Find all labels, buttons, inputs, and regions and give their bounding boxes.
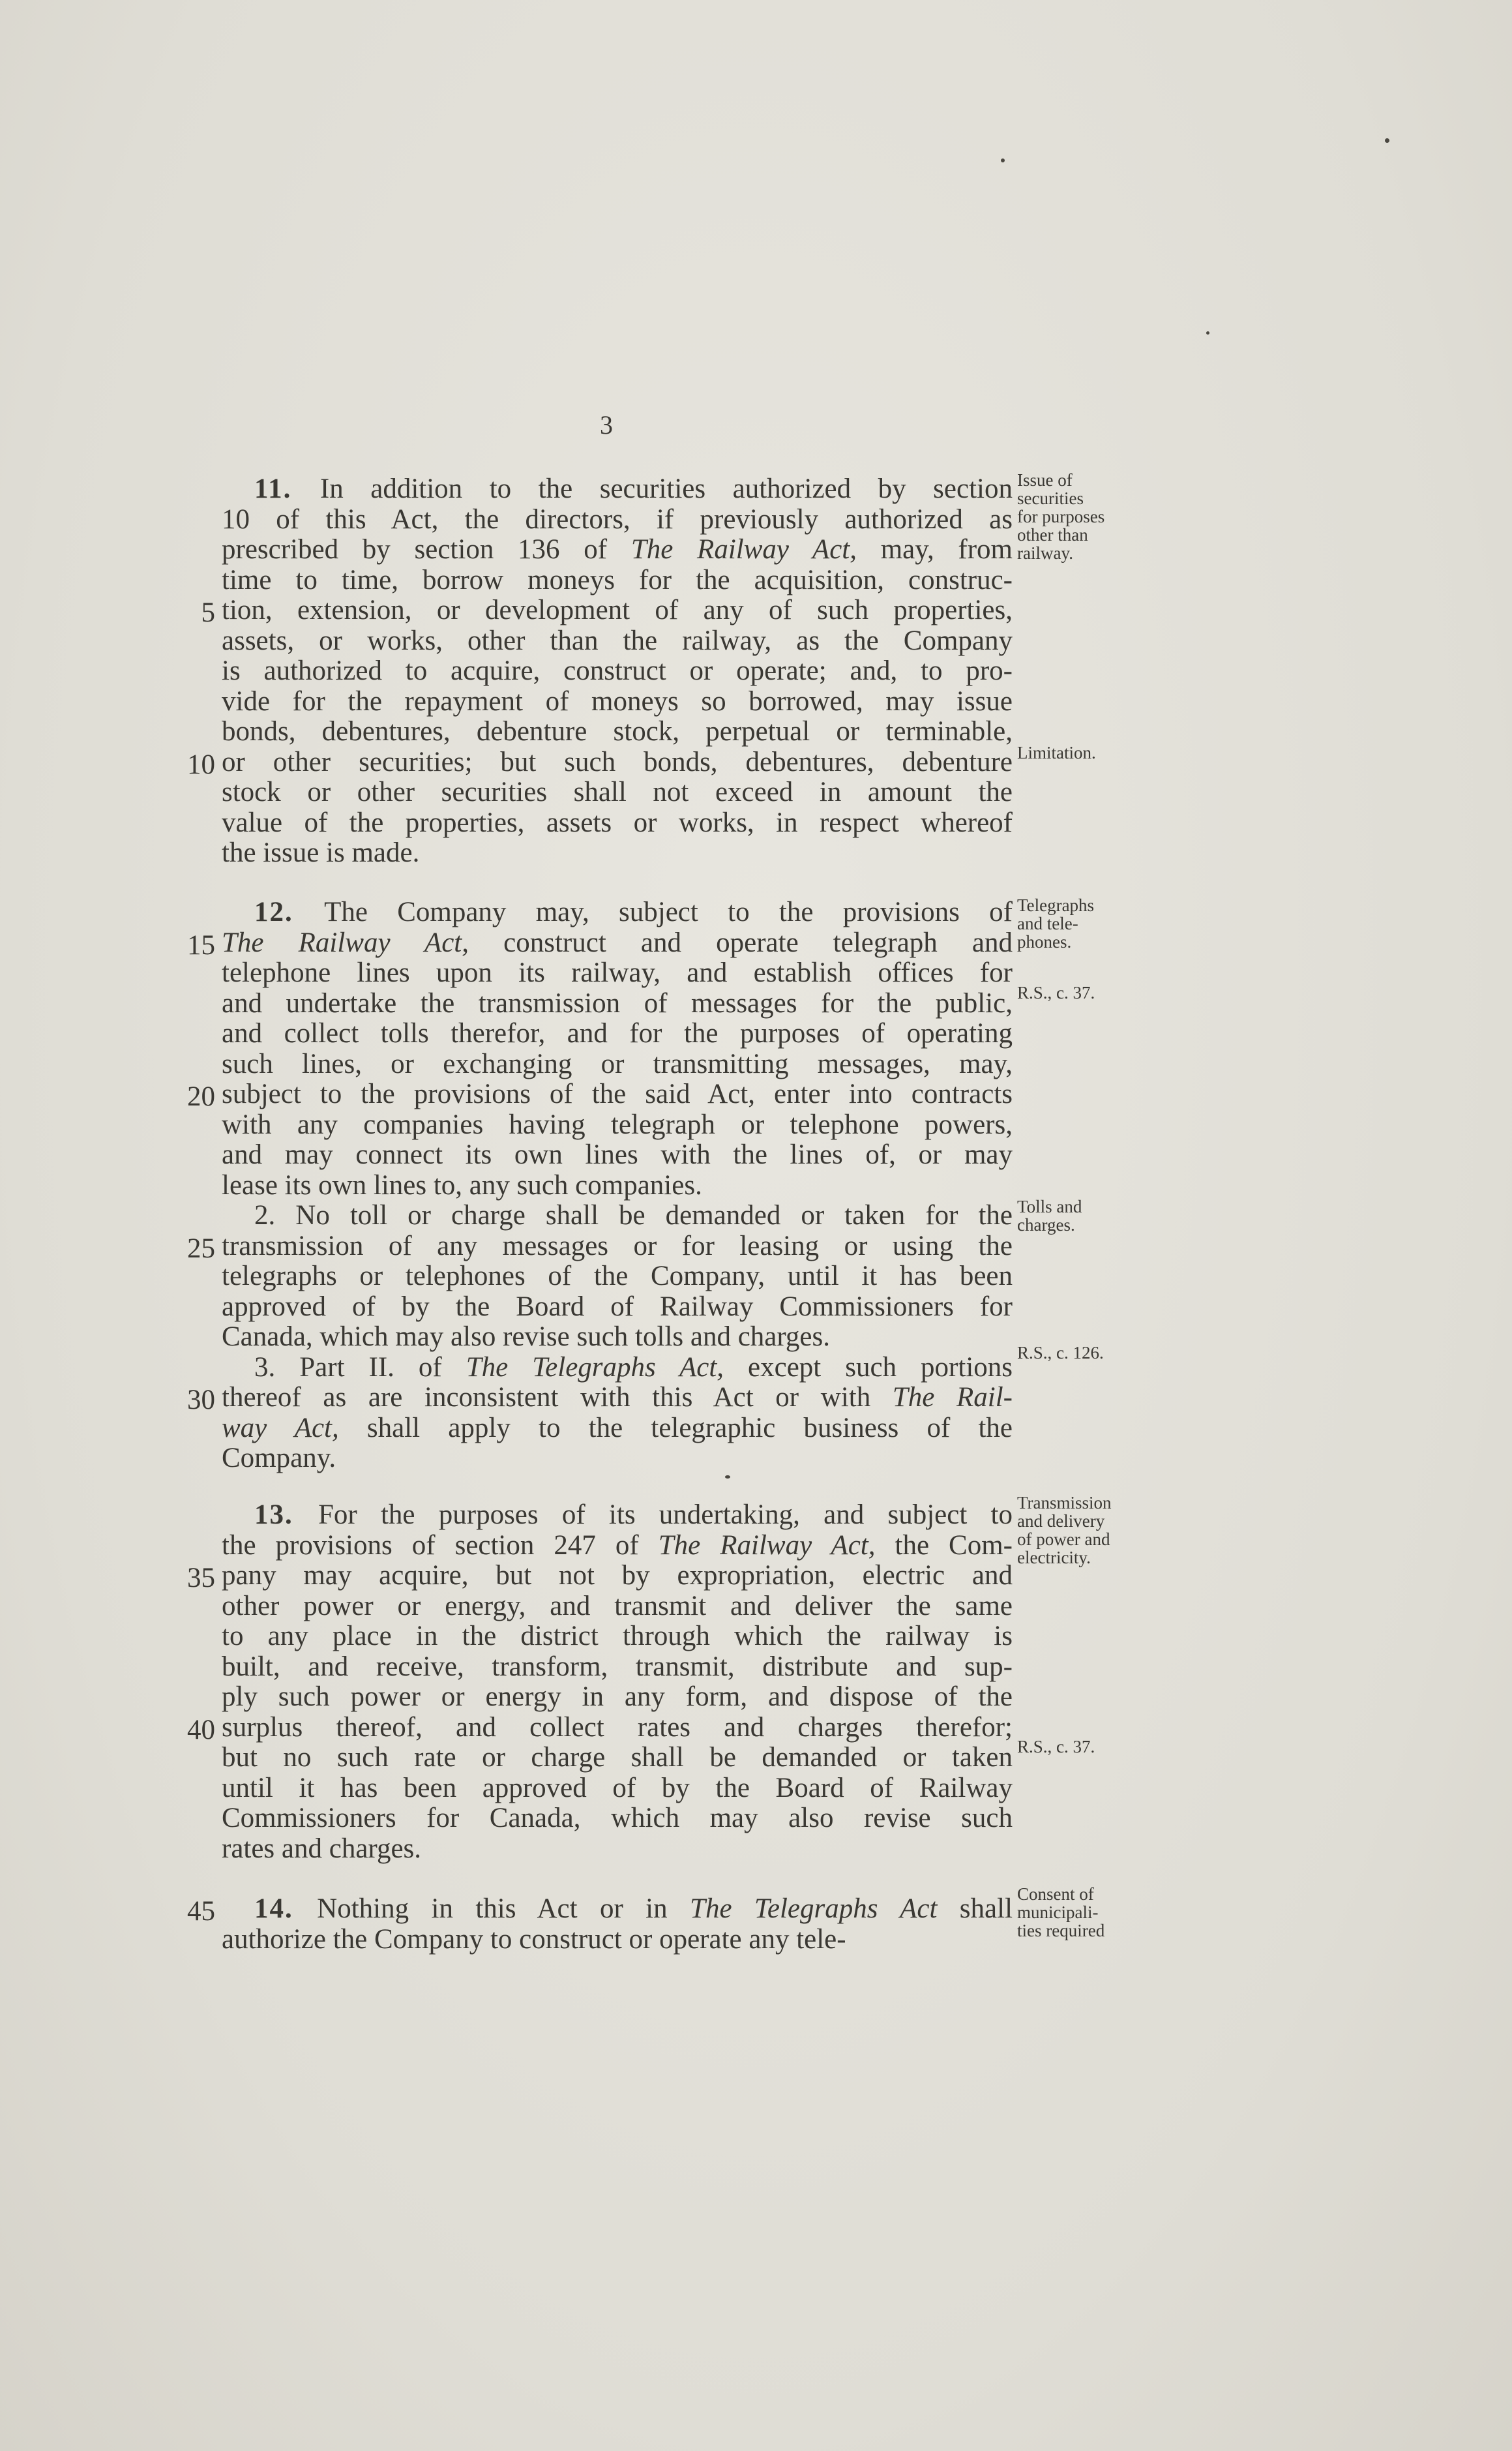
margin-note-line: Issue of	[1017, 470, 1073, 490]
margin-note-line: Consent of	[1017, 1884, 1094, 1904]
text-line	[222, 989, 1013, 1019]
text-line	[222, 928, 1013, 958]
act-title: The Railway Act,	[630, 534, 857, 565]
margin-note-issue	[1017, 471, 1104, 562]
margin-note-line: R.S., c. 126.	[1017, 1343, 1104, 1362]
text-segment: subject to the provisions of the said Act, enter into contracts	[222, 1079, 1013, 1109]
text-line	[222, 1591, 1013, 1621]
text-segment: such lines, or exchanging or transmitting messages, may,	[222, 1048, 1013, 1079]
text-segment: shall	[937, 1893, 1013, 1924]
text-line	[254, 897, 1013, 927]
text-segment: telegraphs or telephones of the Company, until it has been	[222, 1261, 1013, 1291]
act-title: The Telegraphs Act,	[466, 1351, 724, 1383]
text-line	[222, 535, 1013, 565]
text-segment: or other securities; but such bonds, debentures, debenture	[222, 746, 1013, 777]
paper-speck	[1385, 138, 1389, 143]
text-line	[222, 1834, 1013, 1864]
text-line	[254, 1201, 1013, 1231]
margin-note-line: charges.	[1017, 1215, 1075, 1235]
text-segment: to any place in the district through which the railway is	[222, 1621, 1013, 1651]
act-title: way Act,	[222, 1412, 339, 1443]
text-line	[222, 1561, 1013, 1591]
line-number: 25	[187, 1233, 215, 1264]
text-segment: stock or other securities shall not exceed in amount the	[222, 777, 1013, 807]
text-line	[222, 1231, 1013, 1261]
margin-note-line: Telegraphs	[1017, 895, 1095, 915]
text-segment: thereof as are inconsistent with this Act or with	[222, 1382, 893, 1413]
text-line	[222, 1140, 1013, 1170]
text-segment: ply such power or energy in any form, and dispose of the	[222, 1681, 1013, 1712]
margin-note-line: Transmission	[1017, 1493, 1112, 1512]
text-line	[222, 1652, 1013, 1682]
text-segment: value of the properties, assets or works, in respect whereof	[222, 807, 1013, 838]
line-number: 15	[187, 929, 215, 961]
text-line	[222, 777, 1013, 807]
margin-note-consent	[1017, 1885, 1104, 1940]
text-segment: and may connect its own lines with the lines of, or may	[222, 1139, 1013, 1170]
text-line	[222, 505, 1013, 535]
text-segment: vide for the repayment of moneys so borrowed, may issue	[222, 685, 1013, 717]
text-segment: the provisions of section 247 of	[222, 1529, 659, 1561]
text-segment: the issue is made.	[222, 837, 420, 868]
text-line	[222, 1531, 1013, 1561]
text-line	[222, 1383, 1013, 1413]
line-number: 20	[187, 1081, 215, 1112]
text-segment: shall apply to the telegraphic business of the	[338, 1412, 1013, 1443]
margin-note-limitation	[1017, 744, 1096, 762]
margin-note-rs37a	[1017, 984, 1095, 1002]
text-line	[222, 1413, 1013, 1443]
margin-note-line: electricity.	[1017, 1548, 1091, 1567]
text-segment: For the purposes of its undertaking, and subject to	[318, 1499, 1013, 1530]
text-segment: Nothing in this Act or in	[317, 1893, 690, 1924]
margin-note-telegraphs	[1017, 896, 1094, 951]
page-number: 3	[600, 410, 613, 440]
text-segment: with any companies having telegraph or telephone powers,	[222, 1109, 1013, 1140]
text-segment: 2. No toll or charge shall be demanded or taken for the	[254, 1200, 1013, 1231]
text-segment: but no such rate or charge shall be demanded or taken	[222, 1742, 1013, 1773]
act-title: The Railway Act,	[658, 1529, 876, 1561]
text-segment: and collect tolls therefor, and for the purposes of operating	[222, 1018, 1013, 1049]
margin-note-line: other than	[1017, 525, 1088, 545]
text-segment: may, from	[856, 534, 1013, 565]
text-line	[222, 1682, 1013, 1712]
margin-note-transmission	[1017, 1494, 1112, 1567]
text-line	[222, 1925, 1013, 1955]
paper-speck	[1001, 158, 1005, 162]
text-line	[222, 1261, 1013, 1291]
margin-note-line: municipali-	[1017, 1902, 1099, 1922]
margin-note-line: and tele-	[1017, 914, 1078, 933]
text-line	[222, 626, 1013, 656]
text-segment: except such portions	[724, 1351, 1013, 1383]
text-line	[222, 687, 1013, 717]
section-number: 11.	[254, 474, 320, 504]
text-segment: authorize the Company to construct or operate any tele-	[222, 1923, 846, 1955]
text-line	[254, 1353, 1013, 1383]
text-line	[222, 1079, 1013, 1109]
paper-speck	[1206, 331, 1209, 335]
margin-note-line: securities	[1017, 489, 1084, 508]
text-line	[222, 1773, 1013, 1803]
text-segment: construct and operate telegraph and	[469, 927, 1013, 958]
text-segment: surplus thereof, and collect rates and charges therefor;	[222, 1711, 1013, 1743]
text-line	[254, 1500, 1013, 1530]
text-segment: other power or energy, and transmit and deliver the same	[222, 1590, 1013, 1621]
line-number: 45	[187, 1896, 215, 1927]
margin-note-line: phones.	[1017, 932, 1072, 952]
text-segment: 10 of this Act, the directors, if previously authorized as	[222, 504, 1013, 535]
text-line	[222, 1743, 1013, 1773]
text-line	[222, 838, 1013, 868]
text-segment: prescribed by section 136 of	[222, 534, 631, 565]
text-line	[222, 1713, 1013, 1743]
text-line	[222, 747, 1013, 777]
margin-note-rs37b	[1017, 1737, 1095, 1756]
text-segment: rates and charges.	[222, 1833, 422, 1864]
text-line	[222, 1621, 1013, 1651]
section-number: 13.	[254, 1499, 318, 1530]
line-number: 5	[201, 597, 215, 628]
text-line	[222, 1292, 1013, 1322]
text-line	[254, 474, 1013, 504]
text-segment: time to time, borrow moneys for the acquisition, construc-	[222, 564, 1013, 595]
text-line	[222, 595, 1013, 625]
text-segment: transmission of any messages or for leasing or using the	[222, 1230, 1013, 1261]
text-segment: built, and receive, transform, transmit, distribute and sup-	[222, 1651, 1013, 1682]
act-title: The Rail-	[892, 1382, 1013, 1413]
text-segment: is authorized to acquire, construct or operate; and, to pro-	[222, 655, 1013, 686]
margin-note-line: for purposes	[1017, 507, 1105, 526]
text-line	[222, 1110, 1013, 1140]
line-number: 10	[187, 749, 215, 780]
text-line	[222, 1322, 1013, 1352]
section-number: 12.	[254, 897, 325, 927]
margin-note-line: railway.	[1017, 543, 1073, 563]
text-segment: pany may acquire, but not by expropriation, electric and	[222, 1560, 1013, 1591]
margin-note-line: ties required	[1017, 1921, 1105, 1940]
margin-note-line: R.S., c. 37.	[1017, 1737, 1095, 1756]
paper-speck	[725, 1475, 730, 1479]
text-segment: Commissioners for Canada, which may also revise such	[222, 1803, 1013, 1833]
text-line	[222, 1049, 1013, 1079]
text-segment: lease its own lines to, any such companies.	[222, 1169, 702, 1201]
text-line	[222, 1019, 1013, 1049]
text-segment: approved of by the Board of Railway Commissioners for	[222, 1291, 1013, 1322]
text-segment: Canada, which may also revise such tolls and charges.	[222, 1321, 831, 1352]
line-number: 40	[187, 1714, 215, 1745]
text-segment: assets, or works, other than the railway, as the Company	[222, 625, 1013, 656]
margin-note-tolls	[1017, 1197, 1082, 1234]
margin-note-rs126	[1017, 1344, 1104, 1362]
text-segment: 3. Part II. of	[254, 1351, 466, 1383]
margin-note-line: Limitation.	[1017, 743, 1096, 762]
text-line	[222, 1803, 1013, 1833]
text-segment: telephone lines upon its railway, and establish offices for	[222, 957, 1013, 988]
text-line	[254, 1894, 1013, 1924]
text-line	[222, 958, 1013, 988]
text-segment: bonds, debentures, debenture stock, perpetual or terminable,	[222, 716, 1013, 747]
text-line	[222, 656, 1013, 686]
text-line	[222, 1171, 1013, 1201]
section-number: 14.	[254, 1893, 318, 1924]
act-title: The Railway Act,	[222, 927, 469, 958]
text-segment: Company.	[222, 1443, 336, 1473]
text-segment: The Company may, subject to the provisions of	[324, 897, 1013, 927]
line-number: 35	[187, 1563, 215, 1593]
margin-note-line: of power and	[1017, 1529, 1110, 1549]
line-number: 30	[187, 1385, 215, 1415]
text-segment: until it has been approved of by the Board of Railway	[222, 1772, 1013, 1803]
margin-note-line: R.S., c. 37.	[1017, 983, 1095, 1002]
text-line	[222, 565, 1013, 595]
act-title: The Telegraphs Act	[690, 1893, 938, 1924]
text-line	[222, 808, 1013, 838]
margin-note-line: Tolls and	[1017, 1197, 1082, 1216]
text-segment: In addition to the securities authorized by section	[319, 474, 1013, 504]
margin-note-line: and delivery	[1017, 1511, 1105, 1531]
text-line	[222, 1443, 1013, 1473]
text-segment: tion, extension, or development of any of such properties,	[222, 595, 1013, 625]
text-segment: the Com-	[875, 1529, 1013, 1561]
text-segment: and undertake the transmission of messages for the public,	[222, 987, 1013, 1019]
text-line	[222, 717, 1013, 747]
